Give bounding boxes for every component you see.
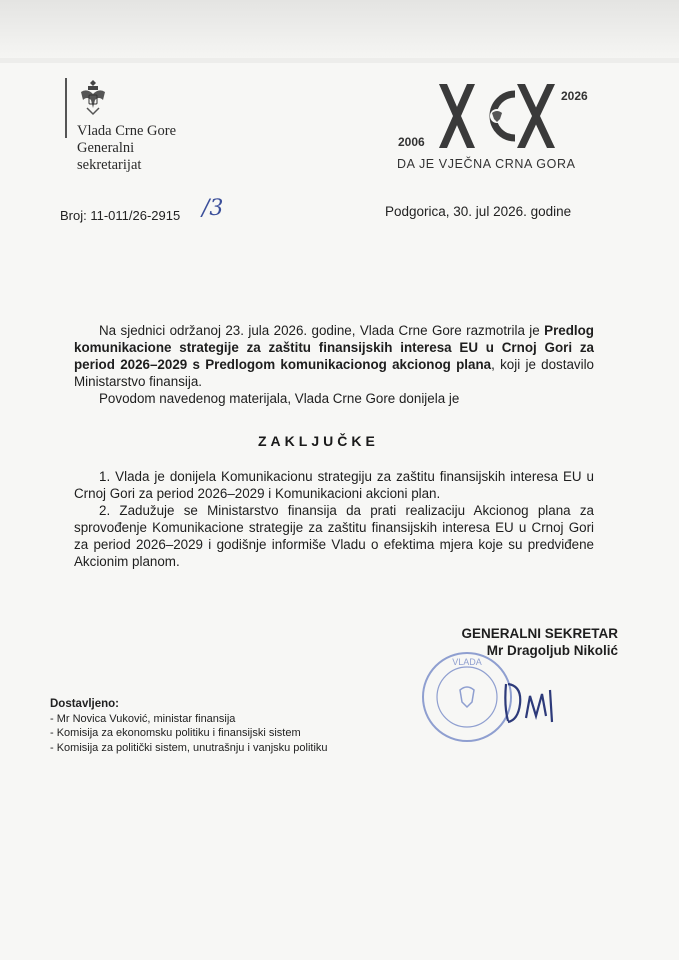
intro-part-1: Na sjednici održanoj 23. jula 2026. godine, Vlada Crne Gore razmotrila je: [99, 323, 545, 338]
letterhead-rule: [65, 78, 67, 138]
organization-name: [77, 123, 176, 174]
intro-bold-title: Predlog komunikacione strategije za zaštitu finansijskih interesa EU u Crnoj Gori za period 2026–2029 s Predlogom komunikacionog akcionog plana: [74, 323, 594, 372]
distribution-title: Dostavljeno:: [50, 698, 120, 710]
montenegro-coat-of-arms-icon: [79, 78, 107, 118]
logo-year-start: 2006: [398, 135, 425, 149]
logo-slogan: DA JE VJEČNA CRNA GORA: [397, 157, 576, 171]
conclusions-list: [74, 468, 594, 570]
intro-text: [74, 322, 594, 390]
handwritten-reference-suffix: /3: [202, 196, 224, 221]
conclusion-1: 1. Vlada je donijela Komunikacionu strategiju za zaštitu finansijskih interesa EU u Crnoj Gori za period 2026–2029 i Komunikacioni akcioni plan.: [74, 469, 594, 501]
scan-shadow-line: [0, 58, 679, 63]
handwritten-signature: [500, 676, 565, 731]
place-and-date: Podgorica, 30. jul 2026. godine: [385, 204, 572, 219]
distribution-item: - Mr Novica Vuković, ministar finansija: [50, 712, 236, 725]
xcx-anniversary-mark: [435, 80, 560, 152]
anniversary-logo: [395, 80, 605, 180]
reference-number: Broj: 11-011/26-2915: [60, 208, 181, 223]
org-line-2: Generalni: [77, 140, 135, 156]
distribution-list: [50, 697, 328, 755]
org-line-3: sekretarijat: [77, 157, 142, 173]
scan-shadow-top: [0, 0, 679, 58]
conclusions-heading: ZAKLJUČKE: [258, 433, 379, 449]
conclusion-2: 2. Zadužuje se Ministarstvo finansija da prati realizaciju Akcionog plana za sprovođenje Komunikacione strategije za zaštitu finansijskih interesa EU u Crnoj Gori za period 2026–2029 i godišnje informiše Vladu o efektima mjera koje su predviđene Akcionim planom.: [74, 503, 594, 569]
org-line-1: Vlada Crne Gore: [77, 123, 177, 139]
distribution-item: - Komisija za ekonomsku politiku i finansijski sistem: [50, 727, 301, 739]
intro-paragraph: [74, 322, 594, 407]
distribution-item: - Komisija za politički sistem, unutrašnju i vanjsku politiku: [50, 741, 328, 754]
intro-part-2: , koji je dostavilo Ministarstvo finansija.: [74, 357, 595, 389]
signatory-name: Mr Dragoljub Nikolić: [486, 643, 618, 658]
letterhead: [65, 78, 265, 173]
intro-line-2: Povodom navedenog materijala, Vlada Crne Gore donijela je: [99, 391, 460, 406]
stamp-text: VLADA: [452, 657, 482, 667]
signatory-title: GENERALNI SEKRETAR: [461, 626, 618, 641]
logo-year-end: 2026: [561, 89, 588, 103]
